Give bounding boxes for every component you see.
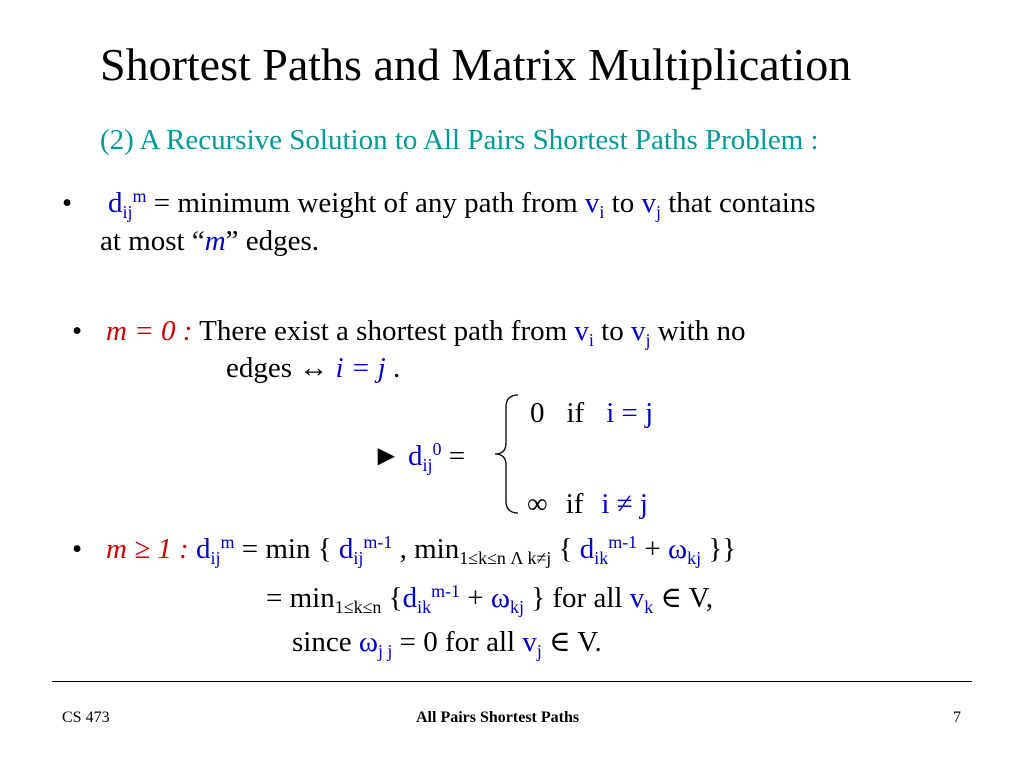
bullet-marker: • <box>72 533 83 565</box>
d0-definition: ► $d_{ij}^0$ = <box>372 439 466 476</box>
footer-divider <box>52 681 972 682</box>
bullet-3-line-3: since $\omega_{j j} = 0$ for all $v_j$ ∈ V. <box>292 626 602 662</box>
case-1: 0 if i = j <box>530 397 654 429</box>
bullet-2-line-2: edges ↔ i = j . <box>226 352 401 384</box>
left-brace-icon <box>492 393 522 515</box>
bullet-marker: • <box>62 187 73 219</box>
footer-course: CS 473 <box>62 709 110 726</box>
bullet-1-line-2: at most “m” edges. <box>100 225 320 257</box>
footer-topic: All Pairs Shortest Paths <box>416 709 580 726</box>
slide-title: Shortest Paths and Matrix Multiplication <box>100 39 852 90</box>
slide-subtitle: (2) A Recursive Solution to All Pairs Shortest Paths Problem : <box>100 124 819 156</box>
bullet-2-line-1: m = 0 : There exist a shortest path from $v_i$ to $v_j$ with no <box>106 315 746 351</box>
bullet-3-line-1: m ≥ 1 : $d_{ij}^m = \min$ { $d_{ij}^{m-1}$ , $\min_{1\le k\le n \Lambda k\ne j}$ { $d_{ik}^{m-1} + \omega_{kj}$ }} <box>106 532 737 569</box>
footer-page-number: 7 <box>953 709 961 726</box>
bullet-3-line-2: = $\min_{1\le k\le n} \{d_{ik}^{m-1} + \omega_{kj}$ } for all $v_k$ ∈ V, <box>266 581 714 618</box>
arrow-icon: ► <box>372 440 401 472</box>
bullet-marker: • <box>72 315 83 347</box>
bullet-1-line-1: $d_{ij}^m$ = minimum weight of any path from $v_i$ to $v_j$ that contains <box>108 186 816 223</box>
case-2: ∞ if i ≠ j <box>527 488 648 520</box>
